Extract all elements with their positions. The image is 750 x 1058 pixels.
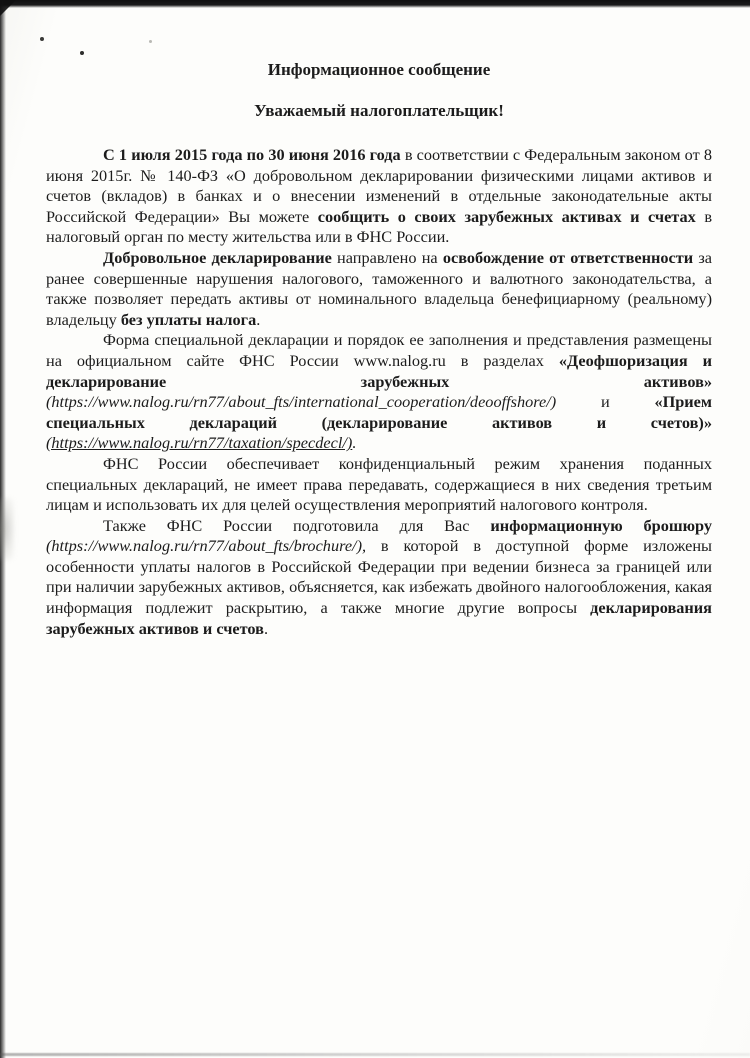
- paragraph: [46, 516, 712, 640]
- text-run: ФНС России обеспечивает конфиденциальный режим хранения поданных специальных деклараций, не имеет права передавать, содержащиеся в них сведения третьим лицам и использовать их для целей осуществления мероприятий налогового контроля.: [46, 453, 712, 515]
- document-content: [46, 60, 712, 639]
- document-body: [46, 145, 712, 639]
- scan-corner-top-left: [0, 0, 16, 16]
- text-run: декларирования зарубежных активов и счетов: [46, 598, 712, 638]
- text-run: за ранее совершенные нарушения налогового, таможенного и валютного законодательства, а также позволяет передать активы от номинального владельца бенефициарному (реальному) владельцу: [46, 247, 712, 329]
- text-run: Добровольное декларирование: [103, 247, 332, 267]
- scan-border-top: [0, 0, 750, 8]
- text-run: .: [263, 618, 269, 638]
- text-run: информационную брошюру: [490, 515, 712, 535]
- document-title: Информационное сообщение: [267, 60, 491, 79]
- text-run: С 1 июля 2015 года по 30 июня 2016 года: [103, 145, 401, 164]
- document-salutation: Уважаемый налогоплательщик!: [254, 101, 504, 120]
- paragraph: [46, 454, 712, 516]
- text-run: без уплаты налога: [120, 309, 257, 329]
- scan-speck: [80, 51, 84, 55]
- text-run: направлено на: [331, 247, 443, 267]
- text-run: освобождение от ответственности: [442, 247, 694, 267]
- url-text: (https://www.nalog.ru/rn77/taxation/specdecl/): [46, 433, 353, 453]
- scan-speck: [149, 40, 152, 43]
- text-run: «Прием специальных деклараций (декларирование активов и счетов)»: [46, 392, 712, 432]
- text-run: Форма специальной декларации и порядок ее заполнения и представления размещены на официальном сайте ФНС России www.nalog.ru в разделах: [46, 330, 712, 370]
- text-run: сообщить о своих зарубежных активах и счетах: [317, 206, 696, 226]
- scan-speck: [40, 37, 44, 41]
- text-run: «Деофшоризация и декларирование зарубежных активов»: [46, 350, 712, 391]
- url-text: .: [352, 433, 357, 453]
- paragraph: [46, 248, 712, 330]
- text-run: в соответствии с Федеральным законом от 8 июня 2015г. № 140-ФЗ «О добровольном декларировании физическими лицами активов и счетов (вкладов) в банках и о внесении изменений в отдельные законодательные акты Российской Федерации» Вы можете: [46, 145, 712, 226]
- text-run: .: [256, 309, 261, 329]
- scan-border-bottom: [0, 1053, 750, 1056]
- text-run: и: [556, 392, 655, 412]
- paragraph: [46, 330, 712, 454]
- text-run: в которой в доступной форме изложены особенности уплаты налогов в Российской Федерации при ведении бизнеса за границей или при наличии зарубежных активов, объясняется, как избежать двойного налогообложения, какая информация подлежит раскрытию, а также многие другие вопросы: [46, 536, 712, 618]
- scan-smudge: [0, 498, 14, 560]
- paragraph: [46, 145, 712, 248]
- text-run: в налоговый орган по месту жительства или в ФНС России.: [46, 206, 713, 247]
- url-text: (https://www.nalog.ru/rn77/about_fts/international_cooperation/deooffshore/): [46, 392, 557, 412]
- url-text: (https://www.nalog.ru/rn77/about_fts/brochure/),: [46, 536, 367, 556]
- text-run: Также ФНС России подготовила для Вас: [103, 515, 491, 535]
